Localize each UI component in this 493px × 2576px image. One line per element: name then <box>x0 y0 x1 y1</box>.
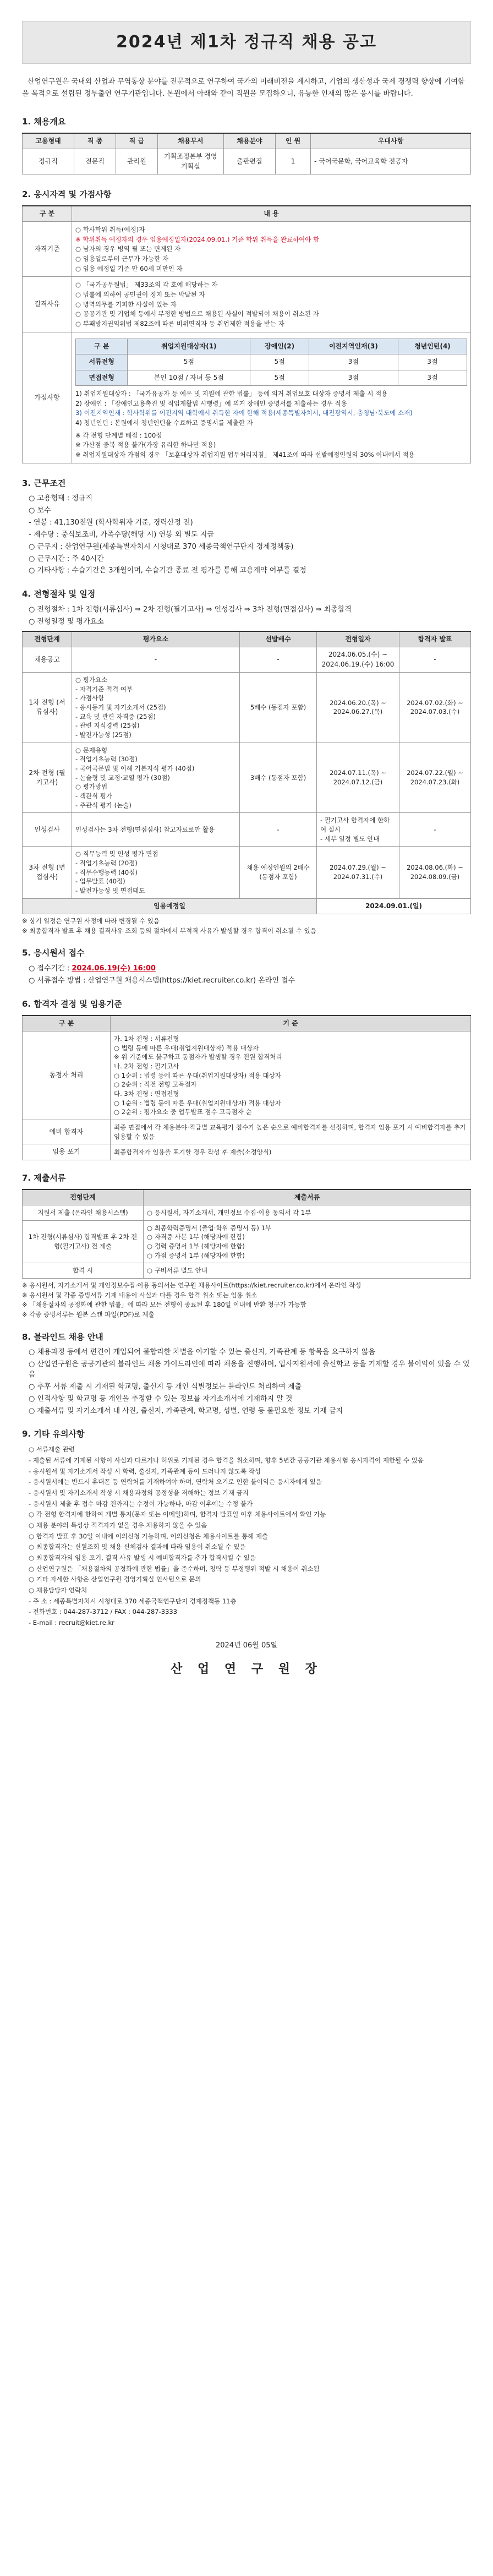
list-item: ○ 기타사항 : 수습기간은 3개월이며, 수습기간 종료 전 평가를 통해 고용계약 여부를 결정 <box>29 566 306 575</box>
table-header: 선발배수 <box>240 631 317 647</box>
table-header: 전형단계 <box>23 631 72 647</box>
list-item: ○ 근무시간 : 주 40시간 <box>29 554 104 563</box>
bonus-points-table <box>75 339 467 386</box>
table-cell: ○ 직무능력 및 인성 평가 면접 - 직업기초능력 (20점) - 직무수행능력 (40점) - 업무발표 (40점) - 발전가능성 및 면접태도 <box>72 847 240 898</box>
table-cell: 3배수 (동점자 포함) <box>240 743 317 813</box>
table-header: 합격자 발표 <box>399 631 471 647</box>
table-cell: 인성검사는 3차 전형(면접심사) 참고자료로만 활용 <box>72 813 240 847</box>
table-cell: 동점자 처리 <box>23 1032 111 1120</box>
section-heading-documents: 7. 제출서류 <box>22 1172 66 1183</box>
table-cell: - <box>72 647 240 673</box>
list-item: ○ 채용담당자 연락처 <box>29 1586 87 1594</box>
table-header: 전형일자 <box>317 631 399 647</box>
process-summary <box>22 605 471 627</box>
table-row <box>76 370 467 385</box>
table-cell: 서류전형 <box>76 354 128 370</box>
list-item: ○ 합격자 발표 후 30일 이내에 이의신청 가능하며, 이의신청은 채용사이트를 통해 제출 <box>29 1532 269 1540</box>
table-cell: - <box>399 647 471 673</box>
notice-title: 2024년 제1차 정규직 채용 공고 <box>22 21 471 64</box>
table-header: 우대사항 <box>311 133 471 149</box>
bonus-notes <box>75 389 467 460</box>
table-header: 인 원 <box>276 133 311 149</box>
table-cell: - 필기고사 합격자에 한하여 실시 - 세부 일정 별도 안내 <box>317 813 399 847</box>
table-cell: ○ 구비서류 별도 안내 <box>144 1263 471 1279</box>
qualification-list <box>75 225 467 273</box>
table-cell: 합격 시 <box>23 1263 144 1279</box>
note-line: 2) 장애인 : 「장애인고용촉진 및 직업재활법 시행령」에 의거 장애인 증명서를 제출하는 경우 적용 <box>75 399 347 407</box>
list-item: ○ 인적사항 및 학교명 등 개인을 추정할 수 있는 정보를 자기소개서에 기재하지 말 것 <box>29 1394 293 1403</box>
table-header: 제출서류 <box>144 1189 471 1205</box>
table-cell: 2024.07.02.(화) ~ 2024.07.03.(수) <box>399 672 471 743</box>
note-line: 1) 취업지원대상자 : 「국가유공자 등 예우 및 지원에 관한 법률」 등에 의거 취업보호 대상자 증명서 제출 시 적용 <box>75 389 388 397</box>
table-cell: 기획조정본부 경영기획실 <box>157 149 223 174</box>
note-line: ※ 최종합격자 발표 후 채용 결격사유 조회 등의 절차에서 부적격 사유가 발생할 경우 합격이 취소될 수 있음 <box>22 926 316 935</box>
section-heading-blind-hiring: 8. 블라인드 채용 안내 <box>22 1331 103 1342</box>
table-row <box>23 1120 471 1144</box>
table-cell: 2024.07.11.(목) ~ 2024.07.12.(금) <box>317 743 399 813</box>
table-cell: 3점 <box>309 354 398 370</box>
table-cell: 2024.06.05.(수) ~ 2024.06.19.(수) 16:00 <box>317 647 399 673</box>
list-item: ○ 임용 예정일 기준 만 60세 미만인 자 <box>75 264 183 272</box>
list-item: ○ 최종합격자의 임용 포기, 결격 사유 발생 시 예비합격자를 추가 합격시킬 수 있음 <box>29 1553 256 1562</box>
table-cell: 가. 1차 전형 : 서류전형 ○ 법령 등에 따른 우대(취업지원대상자) 적용 대상자 ※ 위 기준에도 불구하고 동점자가 발생할 경우 전원 합격처리 나. 2차 전형 : 필기고사 ○ 1순위 : 법령 등에 따른 우대(취업지원대상자) 적용 대상자 ○ 2순위 : 직전 전형 고득점자 다. 3차 전형 : 면접전형 ○ 1순위 : 법령 등에 따른 우대(취업지원대상자) 적용 대상자 ○ 2순위 : 평가요소 중 업무발표 점수 고득점자 순 <box>111 1032 471 1120</box>
list-item: ○ 남자의 경우 병역 필 또는 면제된 자 <box>75 245 181 253</box>
table-cell: 전문직 <box>74 149 116 174</box>
row-label: 가점사항 <box>23 332 72 463</box>
note-line: ※ 상기 일정은 연구원 사정에 따라 변경될 수 있음 <box>22 917 160 925</box>
overview-table <box>22 133 471 174</box>
period-label: ○ 접수기간 : <box>29 964 72 973</box>
table-cell: 2024.07.22.(월) ~ 2024.07.23.(화) <box>399 743 471 813</box>
blind-hiring-info <box>22 1347 471 1416</box>
table-header: 장애인(2) <box>250 339 309 354</box>
process-notes <box>22 916 471 935</box>
table-cell: 3점 <box>309 370 398 385</box>
list-item: - 응시원서에는 반드시 휴대폰 등 연락처를 기재하여야 하며, 연락처 오기로 인한 불이익은 응시자에게 있음 <box>29 1478 322 1486</box>
intro-paragraph: 산업연구원은 국내외 산업과 무역통상 분야를 전문적으로 연구하여 국가의 미래비전을 제시하고, 기업의 생산성과 국제 경쟁력 향상에 기여함을 목적으로 설립된 정부출연 연구기관입니다. 본원에서 아래와 같이 직원을 모집하오니, 유능한 인재의 많은 응시를 바랍니다. <box>22 77 465 99</box>
table-row <box>23 647 471 673</box>
table-header: 직 급 <box>116 133 158 149</box>
note-line: ※ 각 전형 단계별 배점 : 100점 <box>75 431 162 439</box>
list-item: ○ 각 전형 합격자에 한하여 개별 통지(문자 또는 이메일)하며, 합격자 발표일 이후 채용사이트에서 확인 가능 <box>29 1510 326 1519</box>
documents-table <box>22 1189 471 1279</box>
list-item: ○ 전형절차 : 1차 전형(서류심사) ⇒ 2차 전형(필기고사) ⇒ 인성검사 ⇒ 3차 전형(면접심사) ⇒ 최종합격 <box>29 605 352 614</box>
list-item: ○ 공공기관 및 기업체 등에서 부정한 방법으로 채용된 사실이 적발되어 채용이 취소된 자 <box>75 310 319 318</box>
note-line: 3) 이전지역인재 : 학사학위를 이전지역 대학에서 취득한 자에 한해 적용(세종특별자치시, 대전광역시, 충청남·북도에 소재) <box>75 409 413 417</box>
table-header: 전형단계 <box>23 1189 144 1205</box>
list-item: ○ 보수 <box>29 506 51 515</box>
table-cell: 관리원 <box>116 149 158 174</box>
list-item: ○ 채용 분야의 특성상 적격자가 없을 경우 채용하지 않을 수 있음 <box>29 1521 207 1529</box>
table-cell: 5점 <box>250 370 309 385</box>
application-info <box>22 964 471 986</box>
note-line: ※ 「채용절차의 공정화에 관한 법률」에 따라 모든 전형이 종료된 후 180일 이내에 반환 청구가 가능함 <box>22 1301 306 1309</box>
table-header: 기 준 <box>111 1016 471 1032</box>
table-cell: 2차 전형 (필기고사) <box>23 743 72 813</box>
list-item: ○ 법률에 의하여 공민권이 정지 또는 박탈된 자 <box>75 291 205 299</box>
list-item: ○ 부패방지권익위법 제82조에 따른 비위면직자 등 취업제한 적용을 받는 자 <box>75 320 284 328</box>
table-header: 청년인턴(4) <box>398 339 467 354</box>
table-header: 구 분 <box>23 1016 111 1032</box>
qualification-table <box>22 205 471 463</box>
table-header: 직 종 <box>74 133 116 149</box>
table-row <box>23 1205 471 1220</box>
table-cell: 1차 전형(서류심사) 합격발표 후 2차 전형(필기고사) 전 제출 <box>23 1220 144 1263</box>
list-item: - 응시원서 제출 후 접수 마감 전까지는 수정이 가능하나, 마감 이후에는 수정 불가 <box>29 1499 253 1508</box>
table-row <box>23 1144 471 1160</box>
table-cell: - <box>240 647 317 673</box>
list-item: ○ 채용과정 등에서 편견이 개입되어 불합리한 차별을 야기할 수 있는 출신지, 가족관계 등 항목을 요구하지 않음 <box>29 1348 376 1357</box>
note-line: ※ 가산점 중복 적용 불가(가장 유리한 하나만 적용) <box>75 441 216 449</box>
table-header: 취업지원대상자(1) <box>128 339 250 354</box>
table-cell: 3점 <box>398 370 467 385</box>
table-cell: 임용 포기 <box>23 1144 111 1160</box>
list-item: ※ 학위취득 예정자의 경우 임용예정일자(2024.09.01.) 기준 학위 취득을 완료하여야 함 <box>75 235 320 243</box>
table-header: 구 분 <box>76 339 128 354</box>
table-row <box>23 743 471 813</box>
table-row <box>23 1263 471 1279</box>
list-item: - 전화번호 : 044-287-3712 / FAX : 044-287-3333 <box>29 1608 178 1616</box>
table-cell: ○ 문제유형 - 직업기초능력 (30점) - 국어국문법 및 이해 기본지식 평가 (40점) - 논술형 및 교정·교열 평가 (30점) ○ 평가방법 - 객관식 평가 - 주관식 평가 (논술) <box>72 743 240 813</box>
table-cell: - <box>240 813 317 847</box>
table-cell: 최종합격자가 임용을 포기할 경우 작성 후 제출(소정양식) <box>111 1144 471 1160</box>
documents-notes <box>22 1281 471 1319</box>
period-value: 2024.06.19(수) 16:00 <box>72 964 156 973</box>
process-schedule-table <box>22 631 471 914</box>
table-cell: ○ 최종학력증명서 (졸업·학위 증명서 등) 1부 ○ 자격증 사본 1부 (해당자에 한함) ○ 경력 증명서 1부 (해당자에 한함) ○ 가점 증명서 1부 (해당자에 한함) <box>144 1220 471 1263</box>
table-row <box>23 847 471 898</box>
section-heading-qualification: 2. 응시자격 및 가점사항 <box>22 189 112 199</box>
issuer-signature: 산 업 연 구 원 장 <box>171 1662 322 1677</box>
table-cell: ○ 평가요소 - 자격기준 적격 여부 - 가점사항 - 응시동기 및 자기소개서 (25점) - 교육 및 관련 자격증 (25점) - 관련 지식경력 (25점) - 발전가능성 (25점) <box>72 672 240 743</box>
list-item: ○ 학사학위 취득(예정)자 <box>75 226 145 234</box>
list-item: - 제수당 : 중식보조비, 가족수당(해당 시) 연봉 외 별도 지급 <box>29 530 214 539</box>
table-row <box>23 898 471 914</box>
section-heading-working-conditions: 3. 근무조건 <box>22 478 66 488</box>
list-item: - 주 소 : 세종특별자치시 시청대로 370 세종국책연구단지 경제정책동 11층 <box>29 1597 237 1605</box>
table-cell: 3차 전형 (면접심사) <box>23 847 72 898</box>
table-row <box>23 332 471 463</box>
list-item: ○ 「국가공무원법」 제33조의 각 호에 해당하는 자 <box>75 281 218 289</box>
table-row <box>23 1032 471 1120</box>
note-line: ※ 응시원서, 자기소개서 및 개인정보수집·이용 동의서는 연구원 채용사이트(https://kiet.recruiter.co.kr)에서 온라인 작성 <box>22 1281 361 1289</box>
other-notes <box>22 1445 471 1627</box>
note-line: ※ 취업지원대상자 가점의 경우 「보훈대상자 취업지원 업무처리지침」 제41조에 따라 선발예정인원의 30% 이내에서 적용 <box>75 450 415 459</box>
list-item: ○ 고용형태 : 정규직 <box>29 494 93 503</box>
table-cell: 최종 면접에서 각 채용분야·직급별 교육평가 점수가 높은 순으로 예비합격자를 선정하며, 합격자 임용 포기 시 예비합격자를 추가 임용할 수 있음 <box>111 1120 471 1144</box>
table-header: 채용분야 <box>223 133 275 149</box>
table-cell: ○ 응시원서, 자기소개서, 개인정보 수집·이용 동의서 각 1부 <box>144 1205 471 1220</box>
table-header: 구 분 <box>23 206 72 222</box>
table-row <box>76 354 467 370</box>
list-item: - 연봉 : 41,130천원 (학사학위자 기준, 경력산정 전) <box>29 519 193 527</box>
row-label: 자격기준 <box>23 222 72 277</box>
table-cell: 채용 예정인원의 2배수 (동점자 포함) <box>240 847 317 898</box>
table-cell: 1 <box>276 149 311 174</box>
notice-date: 2024년 06월 05일 <box>215 1641 278 1650</box>
table-cell: 5점 <box>128 354 250 370</box>
table-cell: 2024.08.06.(화) ~ 2024.08.09.(금) <box>399 847 471 898</box>
table-cell: 임용예정일 <box>23 898 317 914</box>
table-cell: 5점 <box>250 354 309 370</box>
list-item: ○ 기타 자세한 사항은 산업연구원 경영기획실 인사팀으로 문의 <box>29 1575 201 1584</box>
row-label: 결격사유 <box>23 277 72 332</box>
table-cell: 채용공고 <box>23 647 72 673</box>
list-item: - 제출된 서류에 기재된 사항이 사실과 다르거나 허위로 기재된 경우 합격을 취소하며, 향후 5년간 공공기관 채용시험 응시자격이 제한될 수 있음 <box>29 1456 424 1464</box>
working-conditions <box>22 494 471 576</box>
list-item: ○ 병역의무를 기피한 사실이 있는 자 <box>75 300 177 308</box>
table-cell: 면접전형 <box>76 370 128 385</box>
table-row <box>23 813 471 847</box>
list-item: ○ 추후 서류 제출 시 기재된 학교명, 출신지 등 개인 식별정보는 블라인드 처리하여 제출 <box>29 1382 302 1391</box>
table-cell: 1차 전형 (서류심사) <box>23 672 72 743</box>
section-heading-process: 4. 전형절차 및 일정 <box>22 589 96 599</box>
list-item: - E-mail : recruit@kiet.re.kr <box>29 1618 114 1627</box>
table-row <box>23 149 471 174</box>
section-heading-decision: 6. 합격자 결정 및 임용기준 <box>22 998 122 1009</box>
note-line: 4) 청년인턴 : 본원에서 청년인턴을 수료하고 증명서를 제출한 자 <box>75 418 253 427</box>
table-cell: 예비 합격자 <box>23 1120 111 1144</box>
list-item: ○ 산업연구원은 「채용절차의 공정화에 관한 법률」을 준수하며, 청탁 등 부정행위 적발 시 채용이 취소됨 <box>29 1564 320 1573</box>
table-cell: 2024.06.20.(목) ~ 2024.06.27.(목) <box>317 672 399 743</box>
table-header: 이전지역인재(3) <box>309 339 398 354</box>
table-header-row <box>23 133 471 149</box>
list-item: ○ 서류접수 방법 : 산업연구원 채용시스템(https://kiet.recruiter.co.kr) 온라인 접수 <box>29 976 295 985</box>
list-item: ○ 임용일로부터 근무가 가능한 자 <box>75 255 169 263</box>
table-cell: 인성검사 <box>23 813 72 847</box>
list-item: ○ 전형일정 및 평가요소 <box>29 617 104 626</box>
table-row <box>23 222 471 277</box>
table-cell: 5배수 (동점자 포함) <box>240 672 317 743</box>
list-item <box>29 964 471 974</box>
table-cell: 2024.07.29.(월) ~ 2024.07.31.(수) <box>317 847 399 898</box>
list-item: ○ 최종합격자는 신원조회 및 채용 신체검사 결과에 따라 임용이 취소될 수 있음 <box>29 1543 246 1551</box>
table-cell: 2024.09.01.(일) <box>317 898 471 914</box>
table-header: 고용형태 <box>23 133 74 149</box>
disqualification-list <box>75 280 467 328</box>
list-item: - 응시원서 및 자기소개서 작성 시 학력, 출신지, 가족관계 등이 드러나지 않도록 작성 <box>29 1467 261 1475</box>
note-line: ※ 응시원서 및 각종 증빙서류 기재 내용이 사실과 다를 경우 합격 취소 또는 임용 취소 <box>22 1291 258 1299</box>
list-item: ○ 제출서류 및 자기소개서 내 사진, 출신지, 가족관계, 학교명, 성별, 연령 등 불필요한 정보 기재 금지 <box>29 1406 343 1415</box>
table-cell: 정규직 <box>23 149 74 174</box>
list-item: - 응시원서 및 자기소개서 작성 시 채용과정의 공정성을 저해하는 정보 기재 금지 <box>29 1488 249 1497</box>
table-cell: - 국어국문학, 국어교육학 전공자 <box>311 149 471 174</box>
table-row <box>23 672 471 743</box>
note-line: ※ 각종 증빙서류는 원본 스캔 파일(PDF)로 제출 <box>22 1310 155 1318</box>
table-header: 내 용 <box>72 206 471 222</box>
list-item: ○ 산업연구원은 공공기관의 블라인드 채용 가이드라인에 따라 채용을 진행하며, 입사지원서에 출신학교 등을 기재할 경우 불이익이 있을 수 있음 <box>29 1360 470 1379</box>
section-heading-overview: 1. 채용개요 <box>22 117 66 127</box>
table-header: 채용부서 <box>157 133 223 149</box>
table-cell: 지원서 제출 (온라인 채용시스템) <box>23 1205 144 1220</box>
section-heading-notes: 9. 기타 유의사항 <box>22 1429 85 1439</box>
table-row <box>23 277 471 332</box>
table-row <box>23 1220 471 1263</box>
list-item: ○ 서류제출 관련 <box>29 1445 75 1454</box>
decision-table <box>22 1015 471 1160</box>
table-cell: - <box>399 813 471 847</box>
section-heading-application: 5. 응시원서 접수 <box>22 948 85 958</box>
table-cell: 출판편집 <box>223 149 275 174</box>
table-cell: 3점 <box>398 354 467 370</box>
list-item: ○ 근무지 : 산업연구원(세종특별자치시 시청대로 370 세종국책연구단지 경제정책동) <box>29 542 294 551</box>
table-cell: 본인 10점 / 자녀 등 5점 <box>128 370 250 385</box>
table-header: 평가요소 <box>72 631 240 647</box>
